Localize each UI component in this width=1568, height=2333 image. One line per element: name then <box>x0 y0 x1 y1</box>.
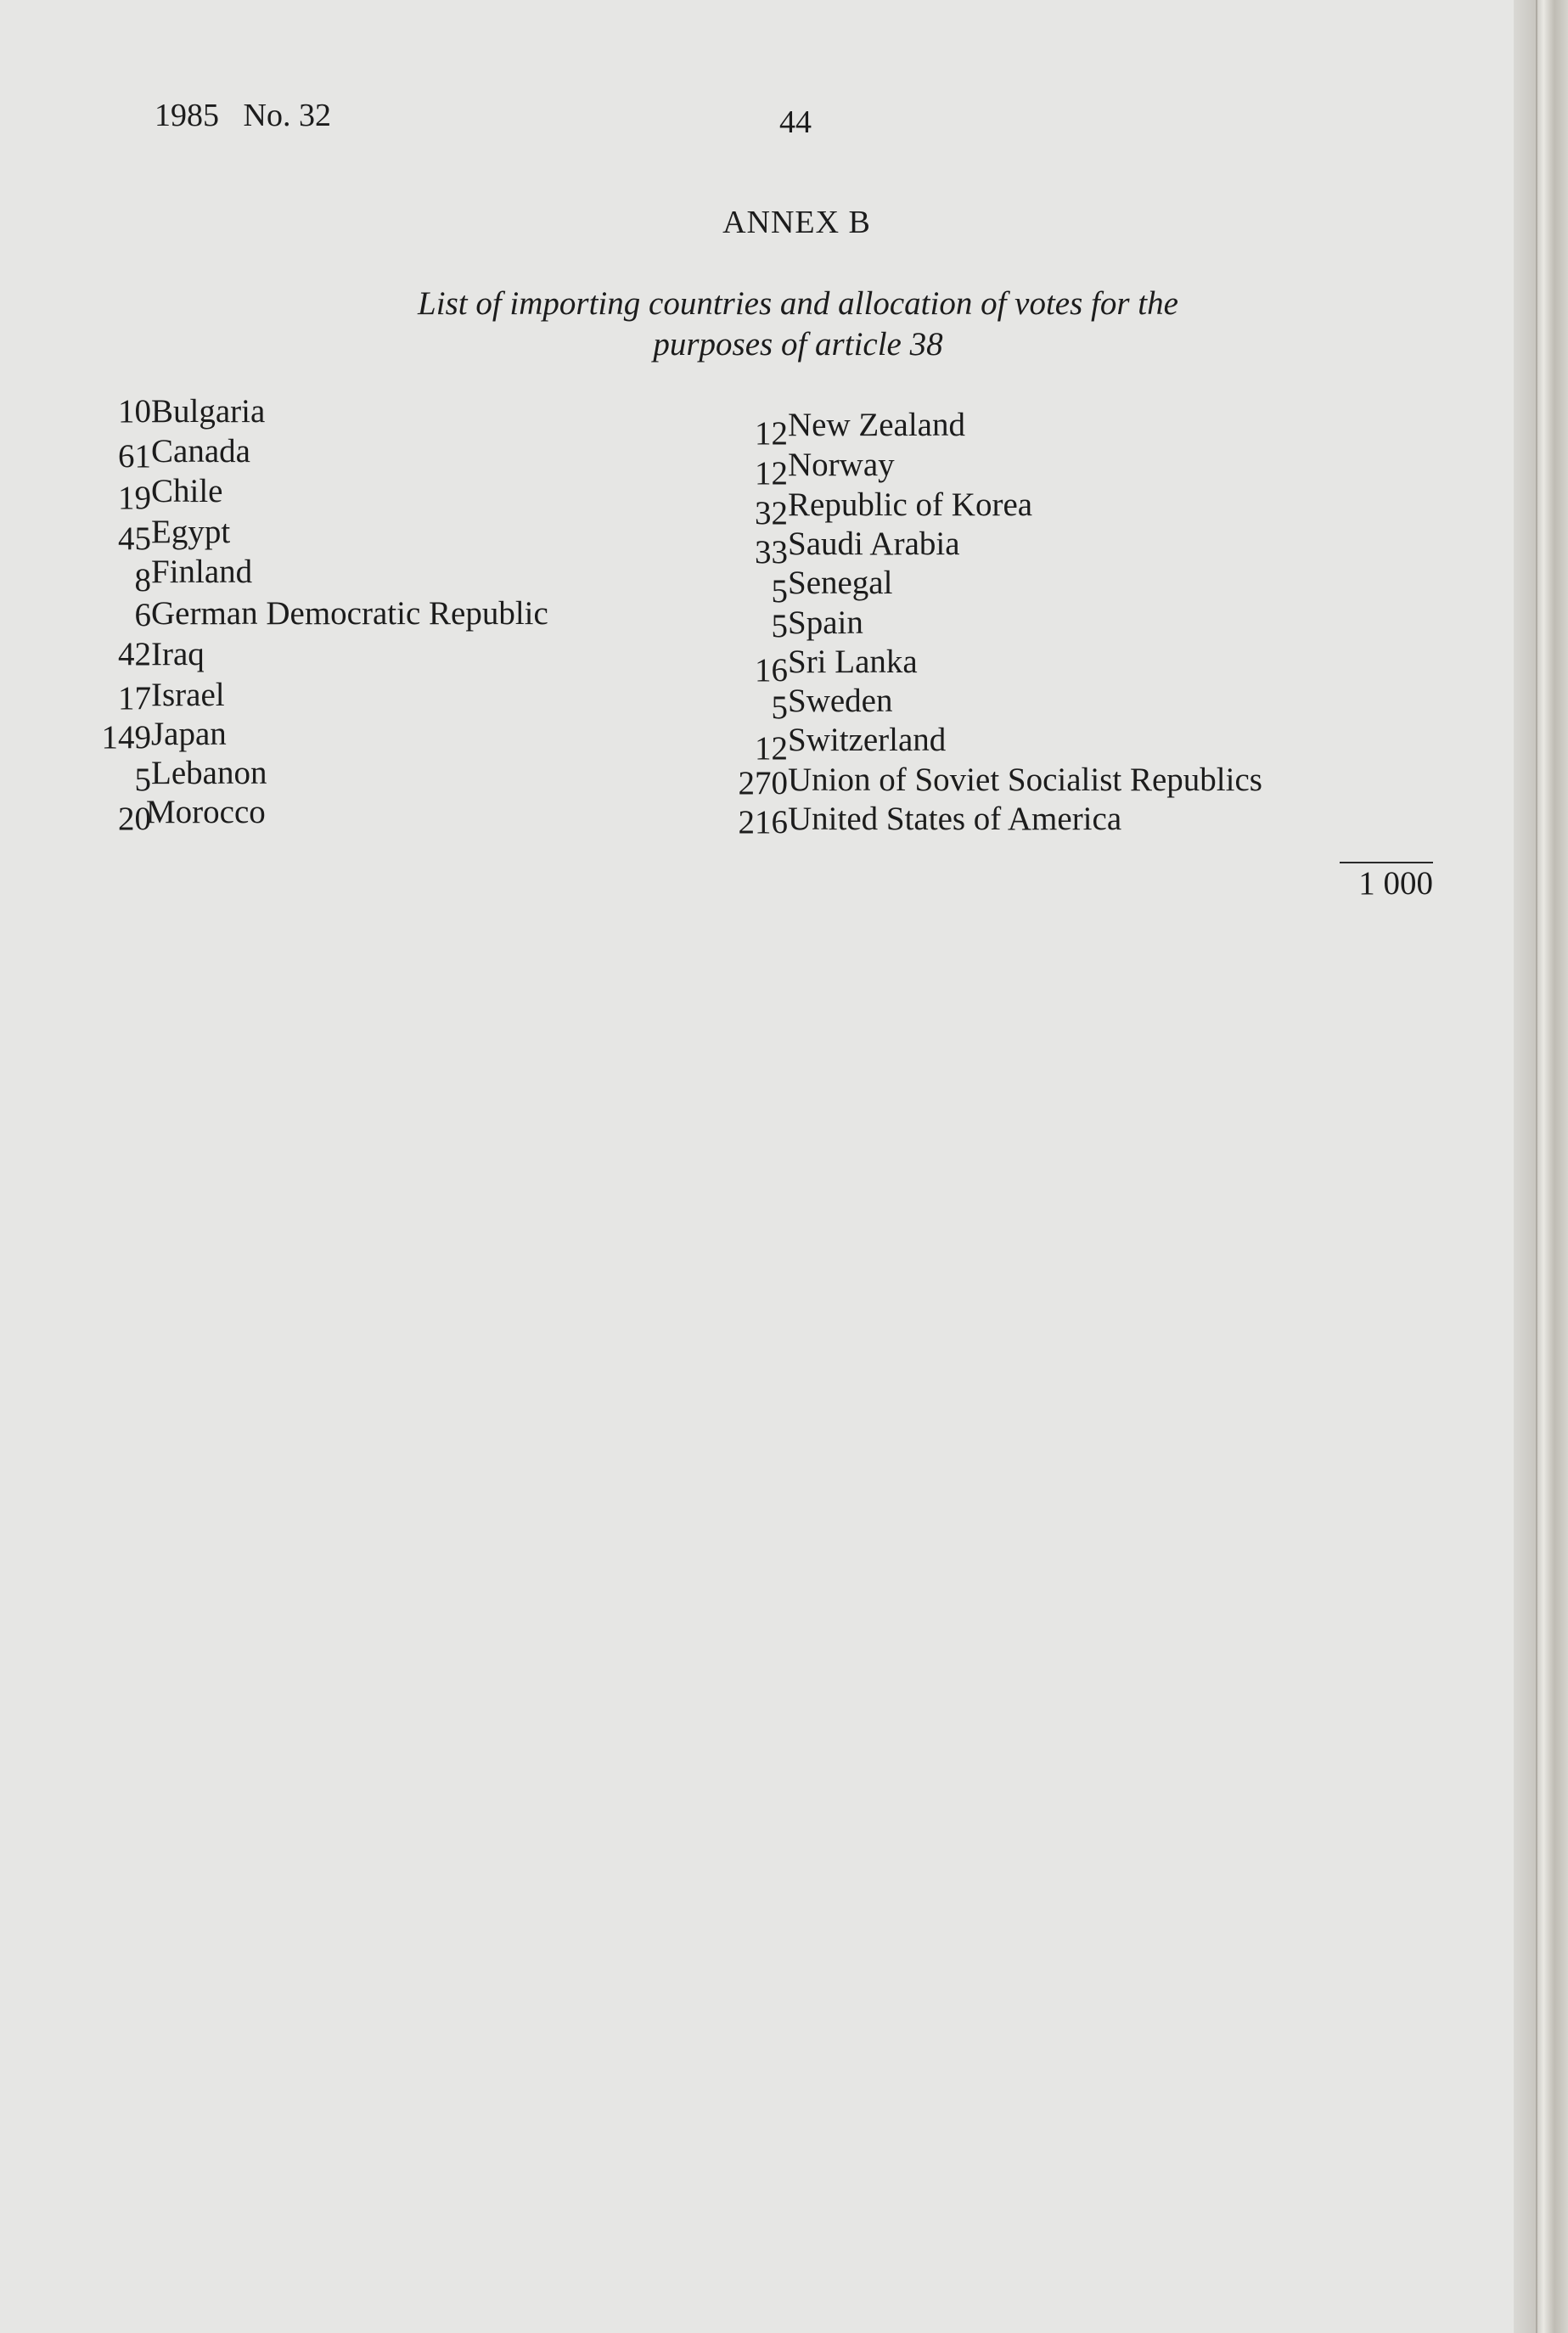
total-votes: 1 000 <box>1358 865 1433 902</box>
annex-title: ANNEX B <box>722 205 871 240</box>
country-name: Republic of Korea <box>788 486 1033 523</box>
country-name: Union of Soviet Socialist Republics <box>788 762 1262 798</box>
country-name: Egypt <box>151 514 231 550</box>
vote-count: 61 <box>118 438 151 475</box>
country-name: United States of America <box>788 801 1122 837</box>
vote-count: 33 <box>755 534 788 571</box>
country-name: Finland <box>151 554 253 590</box>
vote-count: 10 <box>118 393 151 430</box>
page-edge-line <box>1536 0 1537 2333</box>
vote-count: 42 <box>118 636 151 672</box>
annex-subtitle <box>289 284 1307 365</box>
vote-count: 20 <box>118 801 151 837</box>
vote-count: 6 <box>134 597 151 633</box>
country-name: Israel <box>151 677 225 713</box>
country-name: Saudi Arabia <box>788 526 960 562</box>
page-number: 44 <box>779 104 812 140</box>
vote-count: 270 <box>738 765 788 801</box>
subtitle-line-2: purposes of article 38 <box>653 326 943 363</box>
country-name: Chile <box>151 473 223 509</box>
vote-count: 16 <box>755 652 788 689</box>
page-edge <box>1514 0 1568 2333</box>
country-name: Canada <box>151 433 250 469</box>
country-name: Sweden <box>788 683 893 719</box>
country-name: German Democratic Republic <box>151 595 548 632</box>
vote-count: 5 <box>771 689 788 726</box>
country-name: Japan <box>151 716 227 752</box>
vote-count: 19 <box>118 480 151 516</box>
vote-count: 32 <box>755 495 788 531</box>
vote-count: 17 <box>118 680 151 717</box>
country-name: Iraq <box>151 636 205 672</box>
subtitle-line-1: List of importing countries and allocation of votes for the <box>418 285 1178 322</box>
country-name: Senegal <box>788 565 893 601</box>
country-name: Lebanon <box>151 755 267 791</box>
document-reference: 1985 No. 32 <box>155 98 331 133</box>
vote-count: 149 <box>101 719 151 756</box>
vote-count: 12 <box>755 730 788 767</box>
vote-count: 5 <box>134 762 151 798</box>
country-name: Morocco <box>146 794 266 830</box>
country-name: Spain <box>788 604 863 641</box>
vote-count: 5 <box>771 608 788 644</box>
vote-count: 12 <box>755 455 788 492</box>
vote-count: 12 <box>755 415 788 452</box>
vote-count: 216 <box>738 804 788 840</box>
vote-count: 8 <box>134 562 151 599</box>
vote-count: 5 <box>771 573 788 610</box>
vote-count: 45 <box>118 520 151 557</box>
country-name: Switzerland <box>788 722 947 758</box>
country-name: Bulgaria <box>151 393 266 430</box>
country-name: Sri Lanka <box>788 644 918 680</box>
total-rule <box>1340 862 1433 863</box>
country-name: Norway <box>788 447 895 483</box>
country-name: New Zealand <box>788 407 965 443</box>
